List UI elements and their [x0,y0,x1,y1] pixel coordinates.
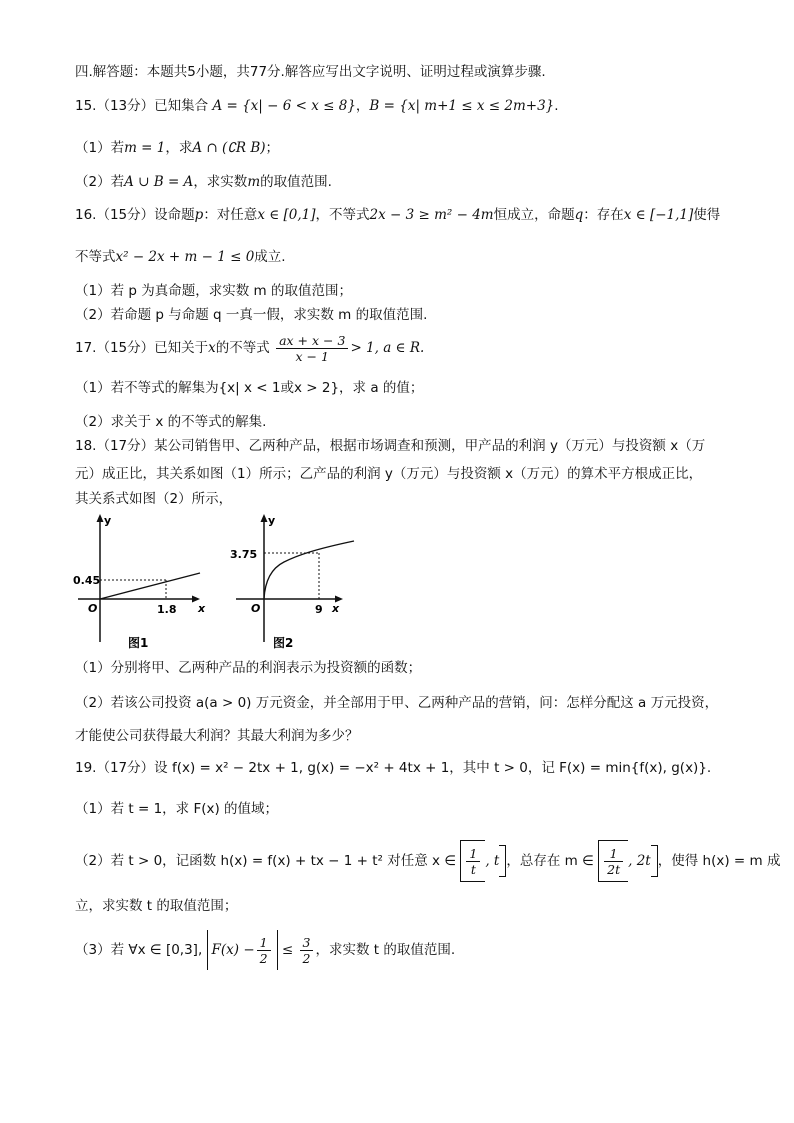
q17-stem: 17.（15分）已知关于x的不等式 $\frac{ax + x - 3}{x - 1}$ > 1, a ∈ R. [75,332,425,364]
q19-stem: 19.（17分）设 f(x) = x² − 2tx + 1, g(x) = −x² + 4tx + 1，其中 t > 0，记 F(x) = min{f(x), g(x)}. [75,760,712,776]
interval-right-bracket-2 [651,845,658,877]
section-heading: 四.解答题：本题共5小题，共77分.解答应写出文字说明、证明过程或演算步骤. [75,64,546,80]
q18-part2-line2: 才能使公司获得最大利润？其最大利润为多少？ [75,728,359,744]
absolute-value: F(x) − $\frac{1}{2}$ [207,930,278,970]
set-a: A = {x| − 6 < x ≤ 8} [212,98,356,114]
interval-left-bracket-2: $\frac{1}{2t}$ [598,840,628,882]
q16-part2: （2）若命题 p 与命题 q 一真一假，求实数 m 的取值范围. [75,307,428,323]
q16-stem: 16.（15分）设命题p：对任意x ∈ [0,1]，不等式2x − 3 ≥ m² − 4m恒成立，命题q：存在x ∈ [−1,1]使得 [75,207,721,223]
q19-part2-line2: 立，求实数 t 的取值范围； [75,898,238,914]
fig2-y-arrow [261,514,268,522]
figure-2-sqrt-graph [228,512,368,654]
fig2-y-tick: 3.75 [230,548,258,561]
fig1-y-label: y [104,514,112,527]
interval-left-bracket-1: $\frac{1}{t}$ [460,840,485,882]
fig2-y-label: y [268,514,276,527]
q15-stem: 15.（13分）已知集合 A = {x| − 6 < x ≤ 8}，B = {x| m+1 ≤ x ≤ 2m+3}. [75,98,559,114]
q19-part1: （1）若 t = 1，求 F(x) 的值域； [75,801,279,817]
fig2-curve [264,541,354,599]
figure-1-linear-graph [72,512,212,654]
q15-part1: （1）若m = 1，求A ∩ (∁R B)； [75,140,280,156]
q17-part2: （2）求关于 x 的不等式的解集. [75,414,267,430]
q19-part3: （3）若 ∀x ∈ [0,3], F(x) − $\frac{1}{2}$ ≤ $\frac{3}{2}$ ，求实数 t 的取值范围. [75,930,455,970]
fig1-x-tick: 1.8 [157,603,177,616]
fig1-origin: O [88,602,98,615]
q16-stem-line2: 不等式x² − 2x + m − 1 ≤ 0成立. [75,249,286,265]
q18-stem-line2: 元）成正比，其关系如图（1）所示；乙产品的利润 y（万元）与投资额 x（万元）的算术平方根成正比， [75,466,703,482]
q18-stem-line1: 18.（17分）某公司销售甲、乙两种产品，根据市场调查和预测，甲产品的利润 y（万元）与投资额 x（万 [75,438,706,454]
fig2-origin: O [251,602,261,615]
q17-part1: （1）若不等式的解集为{x| x < 1或x > 2}，求 a 的值； [75,380,424,396]
q18-part1: （1）分别将甲、乙两种产品的利润表示为投资额的函数； [75,660,422,676]
q16-part1: （1）若 p 为真命题，求实数 m 的取值范围； [75,283,352,299]
fig1-x-label: x [198,602,206,615]
fig1-line [100,573,200,599]
q19-part2: （2）若 t > 0，记函数 h(x) = f(x) + tx − 1 + t² 对任意 x ∈ $\frac{1}{t}$ , t ，总存在 m ∈ $\frac{1}{2t}$ , 2t ，使得 h(x) = m 成 [75,840,780,880]
q18-part2: （2）若该公司投资 a(a > 0) 万元资金，并全部用于甲、乙两种产品的营销，问：怎样分配这 a 万元投资， [75,695,719,711]
q17-fraction: $\frac{ax + x - 3}{x - 1}$ [276,333,348,364]
fig2-x-label: x [332,602,340,615]
fig1-y-arrow [97,514,104,522]
set-b: B = {x| m+1 ≤ x ≤ 2m+3} [369,98,555,114]
q18-stem-line3: 其关系式如图（2）所示， [75,491,233,507]
fig1-caption: 图1 [128,636,149,650]
fig1-y-tick: 0.45 [73,574,101,587]
q15-part2: （2）若A ∪ B = A，求实数m的取值范围. [75,174,332,190]
fig2-x-tick: 9 [315,603,323,616]
fig2-caption: 图2 [273,636,294,650]
